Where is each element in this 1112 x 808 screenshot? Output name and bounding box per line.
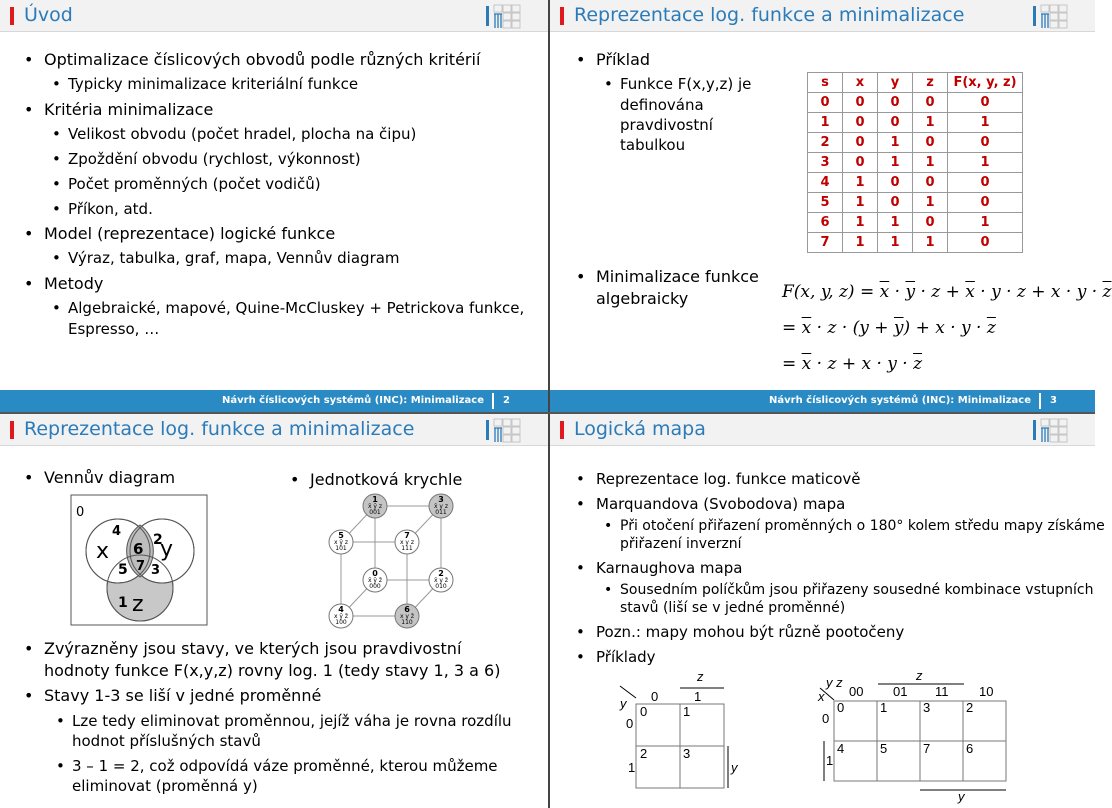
sub-bullet: • Funkce F(x,y,z) je bbox=[620, 75, 751, 93]
truth-table-cell: 0 bbox=[843, 113, 878, 133]
truth-table-cell: 0 bbox=[878, 173, 913, 193]
cube-node bbox=[429, 568, 453, 592]
cube-node bbox=[429, 494, 453, 518]
map-var-label: x bbox=[818, 689, 825, 704]
slide-footer bbox=[0, 390, 548, 412]
truth-table-cell: 1 bbox=[843, 233, 878, 253]
formula-line-2: = $\overline{x} \cdot z \cdot (y + \overline{y}) + x \cdot y \cdot \overline{z}$ bbox=[782, 318, 996, 338]
bullet: • Reprezentace log. funkce maticově bbox=[596, 470, 861, 488]
truth-table-cell: 0 bbox=[913, 93, 948, 113]
faculty-logo-icon bbox=[486, 4, 520, 28]
faculty-logo-icon bbox=[1033, 4, 1067, 28]
truth-table-row bbox=[808, 153, 1023, 173]
sub-bullet: • Typicky minimalizace kriteriální funkce bbox=[68, 75, 358, 93]
truth-table-cell: 0 bbox=[843, 93, 878, 113]
slide-reprezentace-1 bbox=[550, 0, 1112, 412]
sub-bullet-continuation: hodnot příslušných stavů bbox=[72, 732, 261, 750]
truth-table-cell: 0 bbox=[913, 133, 948, 153]
map-cell: 3 bbox=[923, 700, 931, 715]
bullet: • Marquandova (Svobodova) mapa bbox=[596, 495, 845, 513]
sub-bullet: • Výraz, tabulka, graf, mapa, Vennův diagram bbox=[68, 249, 400, 267]
cube-node-label: 0 bbox=[372, 569, 378, 578]
truth-table-cell: 3 bbox=[808, 153, 843, 173]
truth-table-cell: 1 bbox=[808, 113, 843, 133]
bullet: • Karnaughova mapa bbox=[596, 559, 742, 577]
cube-node-label: 4 bbox=[338, 605, 344, 614]
faculty-logo-icon bbox=[1033, 418, 1067, 442]
truth-table-row bbox=[808, 213, 1023, 233]
truth-table-cell: 0 bbox=[843, 153, 878, 173]
slide-title: Logická mapa bbox=[574, 418, 706, 440]
venn-label: z bbox=[132, 592, 144, 617]
map-row-label: 1 bbox=[826, 753, 834, 768]
cube-node-label: 100 bbox=[335, 619, 347, 626]
map-var-label: y bbox=[731, 760, 738, 775]
truth-table-cell: 1 bbox=[913, 153, 948, 173]
cube-node-label: 001 bbox=[369, 509, 381, 516]
truth-table-cell: 0 bbox=[843, 133, 878, 153]
truth-table-cell: 0 bbox=[878, 93, 913, 113]
sub-bullet: • Zpoždění obvodu (rychlost, výkonnost) bbox=[68, 150, 361, 168]
map-cell: 0 bbox=[640, 704, 648, 719]
truth-table-row bbox=[808, 233, 1023, 253]
map-var-label: y bbox=[958, 789, 965, 804]
slide-title: Reprezentace log. funkce a minimalizace bbox=[574, 4, 965, 26]
cube-node bbox=[363, 568, 387, 592]
slide-logicka-mapa bbox=[550, 414, 1105, 808]
map-col-label: 1 bbox=[694, 689, 702, 704]
slide-title-bar bbox=[0, 414, 548, 446]
formula-line-1: F(x, y, $z) = \overline{x} \cdot \overline{y} \cdot z + \overline{x} \cdot y \cdot z + x \cdot y \cdot \overline{z}$ bbox=[782, 282, 1112, 302]
truth-table-cell: 0 bbox=[948, 173, 1023, 193]
faculty-logo-icon bbox=[486, 418, 520, 442]
cube-node bbox=[363, 494, 387, 518]
slide-title-bar bbox=[550, 0, 1095, 32]
truth-table-cell: 1 bbox=[878, 233, 913, 253]
truth-table-cell: 0 bbox=[948, 133, 1023, 153]
truth-table-row bbox=[808, 93, 1023, 113]
formula-line-3: = $\overline{x} \cdot z + x \cdot y \cdot \overline{z}$ bbox=[782, 354, 923, 374]
sub-bullet: • Velikost obvodu (počet hradel, plocha na čipu) bbox=[68, 125, 416, 143]
map-cell: 3 bbox=[683, 746, 691, 761]
truth-table-cell: 6 bbox=[808, 213, 843, 233]
cube-node-label: 011 bbox=[435, 509, 447, 516]
cube-node-label: x̄ y z bbox=[433, 503, 449, 510]
map-var-label: z bbox=[697, 669, 704, 684]
sub-bullet-continuation: Espresso, … bbox=[68, 320, 160, 338]
bullet: • Příklady bbox=[596, 648, 656, 666]
truth-table-cell: 4 bbox=[808, 173, 843, 193]
truth-table-cell: 1 bbox=[843, 173, 878, 193]
cube-node-label: x y z̄ bbox=[399, 613, 415, 620]
cube-node-label: 101 bbox=[335, 545, 347, 552]
sub-bullet-continuation: definována bbox=[620, 96, 704, 114]
header-cell: x bbox=[843, 73, 878, 93]
bullet: • Zvýrazněny jsou stavy, ve kterých jsou pravdivostní bbox=[44, 639, 461, 658]
venn-label: 3 bbox=[151, 563, 161, 578]
header-cell: y bbox=[878, 73, 913, 93]
map-cell: 0 bbox=[837, 700, 845, 715]
sub-bullet-continuation: tabulkou bbox=[620, 136, 686, 154]
truth-table-cell: 5 bbox=[808, 193, 843, 213]
map-row-label: 0 bbox=[822, 711, 830, 726]
truth-table-cell: 1 bbox=[878, 213, 913, 233]
header-cell: z bbox=[913, 73, 948, 93]
truth-table-cell: 1 bbox=[948, 213, 1023, 233]
cube-node-label: 6 bbox=[404, 605, 410, 614]
venn-label: 5 bbox=[118, 562, 128, 578]
bullet: • Optimalizace číslicových obvodů podle různých kritérií bbox=[44, 50, 480, 69]
cube-node-label: x̄ y z̄ bbox=[433, 577, 449, 584]
truth-table-cell: 0 bbox=[913, 213, 948, 233]
slide-footer bbox=[550, 390, 1095, 412]
cube-node bbox=[329, 604, 353, 628]
cube-node-label: x y z bbox=[399, 539, 415, 546]
unit-cube-diagram bbox=[316, 492, 466, 632]
slide-title-bar bbox=[0, 0, 548, 32]
map-col-label: 00 bbox=[849, 684, 864, 699]
cube-node-label: 111 bbox=[401, 545, 413, 552]
footer-course: Návrh číslicových systémů (INC): Minimalizace bbox=[222, 395, 484, 406]
slide-reprezentace-2 bbox=[0, 414, 548, 808]
venn-label: 0 bbox=[76, 505, 85, 520]
bullet: • Stavy 1-3 se liší v jedné proměnné bbox=[44, 686, 321, 705]
cube-node-label: 000 bbox=[369, 583, 381, 590]
truth-table bbox=[807, 72, 1023, 253]
truth-table-cell: 1 bbox=[913, 193, 948, 213]
truth-table-cell: 1 bbox=[913, 233, 948, 253]
cube-node-label: 110 bbox=[401, 619, 413, 626]
venn-label: 2 bbox=[153, 532, 163, 548]
map-var-label: y bbox=[620, 696, 627, 711]
sub-bullet: • 3 – 1 = 2, což odpovídá váze proměnné, kterou můžeme bbox=[72, 757, 498, 775]
sub-bullet: • Příkon, atd. bbox=[68, 200, 153, 218]
truth-table-cell: 0 bbox=[878, 193, 913, 213]
truth-table-cell: 1 bbox=[878, 133, 913, 153]
slide-title: Reprezentace log. funkce a minimalizace bbox=[24, 418, 415, 440]
cube-node-label: 010 bbox=[435, 583, 447, 590]
bullet: • Pozn.: mapy mohou být různě pootočeny bbox=[596, 623, 904, 641]
truth-table-header-row bbox=[808, 73, 1023, 93]
title-accent bbox=[560, 421, 564, 439]
truth-table-cell: 1 bbox=[948, 113, 1023, 133]
cube-node bbox=[395, 604, 419, 628]
map-col-label: 11 bbox=[935, 684, 949, 699]
venn-label: x bbox=[96, 539, 110, 564]
slide-uvod bbox=[0, 0, 548, 412]
title-accent bbox=[560, 7, 564, 25]
truth-table-cell: 1 bbox=[878, 153, 913, 173]
bullet: • Model (reprezentace) logické funkce bbox=[44, 224, 335, 243]
map-var-label: z bbox=[916, 668, 923, 683]
footer-separator bbox=[492, 393, 494, 409]
sub-bullet-continuation: přiřazení inverzní bbox=[620, 536, 742, 552]
footer-separator bbox=[1039, 393, 1041, 409]
sub-bullet: • Lze tedy eliminovat proměnnou, jejíž váha je rovna rozdílu bbox=[72, 712, 512, 730]
truth-table-cell: 1 bbox=[913, 113, 948, 133]
truth-table-cell: 1 bbox=[843, 193, 878, 213]
truth-table-cell: 0 bbox=[808, 93, 843, 113]
map-cell: 6 bbox=[966, 741, 974, 756]
map-cell: 7 bbox=[923, 741, 931, 756]
venn-label: 7 bbox=[136, 559, 146, 574]
title-accent bbox=[10, 7, 14, 25]
header-cell: F(x, y, z) bbox=[948, 73, 1023, 93]
map-col-label: 10 bbox=[979, 684, 994, 699]
bullet: • Příklad bbox=[596, 50, 650, 69]
sub-bullet-continuation: stavů (liší se v jedné proměnné) bbox=[620, 600, 846, 616]
cube-node bbox=[329, 530, 353, 554]
cube-node-label: 1 bbox=[372, 495, 378, 504]
truth-table-row bbox=[808, 173, 1023, 193]
venn-label: 4 bbox=[112, 524, 122, 539]
karnaugh-map-2var bbox=[618, 664, 748, 794]
venn-diagram bbox=[70, 494, 210, 628]
map-cell: 2 bbox=[966, 700, 974, 715]
truth-table-row bbox=[808, 133, 1023, 153]
sub-bullet: • Při otočení přiřazení proměnných o 180° kolem středu mapy získáme bbox=[620, 518, 1105, 534]
truth-table-cell: 0 bbox=[948, 193, 1023, 213]
page-number: 3 bbox=[1050, 395, 1057, 406]
truth-table-row bbox=[808, 193, 1023, 213]
truth-table-cell: 1 bbox=[843, 213, 878, 233]
map-row-label: 0 bbox=[626, 716, 634, 731]
bullet: • Metody bbox=[44, 274, 103, 293]
truth-table-cell: 7 bbox=[808, 233, 843, 253]
bullet: • Jednotková krychle bbox=[310, 470, 462, 489]
footer-course: Návrh číslicových systémů (INC): Minimalizace bbox=[769, 395, 1031, 406]
bullet: • Kritéria minimalizace bbox=[44, 100, 213, 119]
bullet: • Minimalizace funkce bbox=[596, 267, 759, 286]
map-cell: 4 bbox=[837, 741, 845, 756]
map-cell: 1 bbox=[683, 704, 691, 719]
truth-table-cell: 0 bbox=[913, 173, 948, 193]
map-cell: 2 bbox=[640, 746, 648, 761]
bullet-continuation: algebraicky bbox=[596, 289, 689, 308]
cube-node-label: x̄ ȳ z̄ bbox=[367, 577, 383, 584]
bullet: • Vennův diagram bbox=[44, 468, 175, 487]
truth-table-row bbox=[808, 113, 1023, 133]
page-number: 2 bbox=[503, 395, 510, 406]
map-cell: 5 bbox=[880, 741, 888, 756]
sub-bullet: • Počet proměnných (počet vodičů) bbox=[68, 175, 321, 193]
map-cell: 1 bbox=[880, 700, 888, 715]
vertical-divider bbox=[548, 0, 550, 808]
map-row-label: 1 bbox=[628, 760, 636, 775]
truth-table-cell: 0 bbox=[878, 113, 913, 133]
cube-node-label: x ȳ z̄ bbox=[333, 613, 349, 620]
truth-table-cell: 0 bbox=[948, 233, 1023, 253]
cube-node-label: 3 bbox=[438, 495, 444, 504]
truth-table-cell: 1 bbox=[948, 153, 1023, 173]
truth-table-cell: 2 bbox=[808, 133, 843, 153]
sub-bullet: • Algebraické, mapové, Quine-McCluskey + Petrickova funkce, bbox=[68, 299, 524, 317]
slide-title-bar bbox=[550, 414, 1095, 446]
horizontal-divider bbox=[0, 412, 1095, 414]
sub-bullet: • Sousedním políčkům jsou přiřazeny sousedné kombinace vstupních bbox=[620, 582, 1093, 598]
header-cell: s bbox=[808, 73, 843, 93]
map-col-label: 01 bbox=[893, 684, 908, 699]
slide-title: Úvod bbox=[24, 4, 73, 26]
cube-node-label: x ȳ z bbox=[333, 539, 349, 546]
venn-label: 6 bbox=[133, 540, 144, 558]
venn-label: 1 bbox=[118, 595, 128, 611]
venn-label: y bbox=[160, 537, 174, 562]
cube-node bbox=[395, 530, 419, 554]
map-col-label: 0 bbox=[651, 689, 659, 704]
bullet-continuation: hodnoty funkce F(x,y,z) rovny log. 1 (tedy stavy 1, 3 a 6) bbox=[44, 661, 501, 680]
cube-node-label: 2 bbox=[438, 569, 444, 578]
cube-node-label: 5 bbox=[338, 531, 344, 540]
karnaugh-map-3var bbox=[812, 664, 1072, 804]
sub-bullet-continuation: eliminovat (proměnná y) bbox=[72, 777, 258, 795]
cube-node-label: 7 bbox=[404, 531, 410, 540]
sub-bullet-continuation: pravdivostní bbox=[620, 116, 713, 134]
cube-node-label: x̄ ȳ z bbox=[367, 503, 383, 510]
title-accent bbox=[10, 421, 14, 439]
truth-table-cell: 0 bbox=[948, 93, 1023, 113]
map-var-label: y z bbox=[826, 675, 843, 690]
